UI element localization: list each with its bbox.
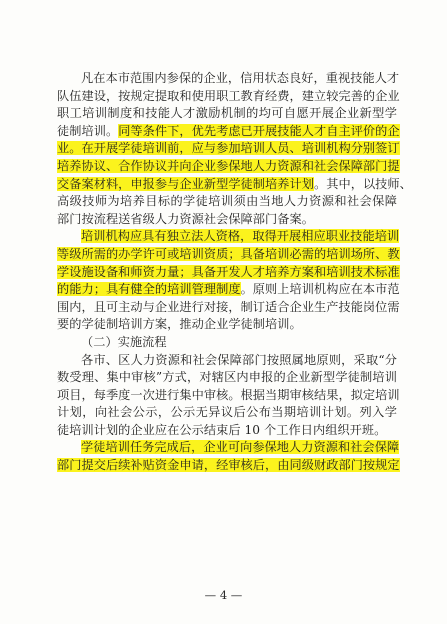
highlighted-text: 交备案材料，申报参与企业新型学徒制培养计划	[57, 176, 314, 191]
text-line	[57, 299, 400, 317]
text-segment: 。原则上培训机构应在本市范	[240, 282, 400, 297]
highlighted-text: 培训机构应具有独立法人资格，取得开展相应职业技能培训	[81, 229, 400, 244]
text-line	[57, 246, 400, 264]
text-line	[57, 369, 397, 387]
highlighted-text: 等级所需的办学许可或培训资质；具备培训必需的培训场所、教	[57, 246, 400, 261]
text-segment: 部门按流程送省级人力资源社会保障部门备案。	[57, 211, 314, 226]
text-segment: 凡在本市范围内参保的企业，信用状态良好，重视技能人才	[81, 71, 400, 85]
text-line	[57, 211, 397, 229]
text-line	[57, 105, 397, 123]
text-line	[57, 70, 400, 88]
page-number: — 4 —	[204, 588, 243, 602]
text-segment: 各市、区人力资源和社会保障部门按照属地原则，采取“分	[81, 352, 397, 367]
text-line	[57, 158, 400, 176]
text-segment: 数受理、集中审核”方式，对辖区内申报的企业新型学徒制培训	[57, 370, 397, 385]
paragraph	[57, 439, 400, 474]
paragraph	[57, 70, 412, 228]
text-line	[57, 404, 397, 422]
text-segment: 围内，且可主动与企业进行对接，制订适合企业生产技能岗位需	[57, 299, 400, 314]
text-line	[57, 439, 400, 457]
highlighted-text: 培养协议、合作协议并向企业参保地人力资源和社会保障部门提	[57, 158, 400, 173]
text-segment: 徒培训计划的企业应在公示结束后 10 个工作日内组织开班。	[57, 422, 387, 437]
paragraph	[57, 352, 400, 440]
text-line	[57, 140, 400, 158]
text-line	[57, 316, 397, 334]
highlighted-text: 的能力；具有健全的培训管理制度	[57, 282, 241, 297]
body-text	[57, 70, 412, 475]
text-line	[57, 422, 397, 440]
text-segment: 徒制培训。	[57, 123, 119, 138]
text-line	[57, 457, 400, 475]
text-line	[57, 228, 400, 246]
text-line	[57, 123, 400, 141]
text-segment: 。其中，以技师、	[314, 176, 412, 191]
highlighted-text: 部门提交后续补贴资金申请，经审核后，由同级财政部门按规定	[57, 458, 400, 473]
text-line	[57, 264, 400, 282]
text-line	[57, 387, 400, 405]
text-segment: 队伍建设，按规定提取和使用职工教育经费，建立较完善的企业	[57, 88, 400, 103]
highlighted-text: 学徒培训任务完成后，企业可向参保地人力资源和社会保障	[81, 440, 400, 455]
text-segment: 要的学徒制培训方案，推动企业学徒制培训。	[57, 317, 302, 332]
text-line	[57, 193, 397, 211]
text-line	[57, 281, 400, 299]
paragraph	[57, 228, 400, 334]
text-line	[57, 176, 412, 194]
highlighted-text: 学设施设备和师资力量；具备开发人才培养方案和培训技术标准	[57, 264, 400, 279]
highlighted-text: 同等条件下，优先考虑已开展技能人才自主评价的企	[118, 123, 400, 138]
paragraph	[57, 334, 397, 352]
highlighted-text: 业。在开展学徒培训前，应与参加培训人员、培训机构分别签订	[57, 141, 400, 156]
text-segment: （二）实施流程	[81, 334, 167, 349]
text-line	[57, 88, 400, 106]
text-segment: 项目，每季度一次进行集中审核。根据当期审核结果，拟定培训	[57, 387, 400, 402]
text-segment: 计划，向社会公示，公示无异议后公布当期培训计划。列入学	[57, 405, 397, 420]
text-segment: 高级技师为培养目标的学徒培训须由当地人力资源和社会保障	[57, 194, 397, 209]
text-line	[57, 334, 397, 352]
text-segment: 职工培训制度和技能人才激励机制的均可自愿开展企业新型学	[57, 106, 397, 121]
text-line	[57, 352, 397, 370]
